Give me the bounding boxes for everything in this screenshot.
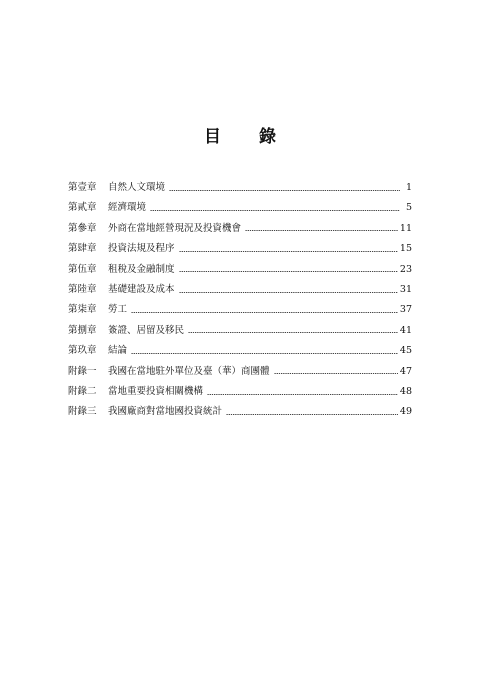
toc-entry-label: 租稅及金融制度 (108, 263, 175, 275)
toc-entry-label: 經濟環境 (108, 202, 147, 214)
toc-page-number: 15 (399, 243, 412, 255)
toc-page-number: 23 (399, 263, 412, 275)
toc-dot-leader (226, 414, 398, 415)
toc-dot-leader (188, 332, 398, 333)
toc-entry-label: 我國在當地駐外單位及臺（華）商團體 (108, 365, 270, 377)
toc-dot-leader (179, 251, 398, 252)
toc-chapter-number: 第貳章 (68, 202, 97, 214)
toc-entry[interactable] (68, 260, 412, 280)
toc-page-number: 1 (405, 182, 412, 193)
toc-dot-leader (169, 190, 400, 191)
toc-dot-leader (179, 271, 398, 272)
toc-chapter-number: 第柒章 (68, 304, 97, 316)
toc-entry[interactable] (68, 178, 412, 198)
toc-chapter-number: 第參章 (68, 222, 97, 234)
toc-page-number: 45 (399, 345, 412, 357)
toc-entry-label: 自然人文環境 (108, 182, 166, 193)
toc-page-number: 41 (399, 324, 412, 336)
toc-entry[interactable] (68, 341, 412, 361)
toc-entry-label: 結論 (108, 345, 128, 357)
toc-appendix-number: 附錄一 (68, 365, 97, 377)
toc-chapter-number: 第伍章 (68, 263, 97, 275)
toc-entry[interactable] (68, 219, 412, 239)
toc-chapter-number: 第捌章 (68, 324, 97, 336)
toc-entry-label: 我國廠商對當地國投資統計 (108, 406, 223, 418)
toc-page-number: 5 (405, 202, 412, 214)
toc-dot-leader (274, 373, 398, 374)
toc-dot-leader (207, 394, 398, 395)
toc-entry[interactable] (68, 382, 412, 402)
toc-dot-leader (150, 210, 400, 211)
toc-page-number: 31 (399, 283, 412, 295)
toc-entry[interactable] (68, 239, 412, 259)
toc-page-number: 37 (399, 304, 412, 316)
toc-entry[interactable] (68, 321, 412, 341)
toc-entry[interactable] (68, 280, 412, 300)
toc-page-number: 49 (399, 406, 412, 418)
toc-entry-label: 基礎建設及成本 (108, 283, 175, 295)
toc-entry-label: 投資法規及程序 (108, 243, 175, 255)
toc-dot-leader (131, 353, 398, 354)
toc-page-number: 48 (399, 385, 412, 397)
toc-chapter-number: 第壹章 (68, 182, 97, 193)
toc-entry[interactable] (68, 402, 412, 422)
toc-dot-leader (245, 230, 398, 231)
toc-title: 目 錄 (204, 127, 292, 147)
toc-list (68, 178, 412, 423)
toc-entry-label: 簽證、居留及移民 (108, 324, 185, 336)
toc-dot-leader (179, 292, 398, 293)
toc-appendix-number: 附錄二 (68, 385, 97, 397)
toc-entry-label: 當地重要投資相關機構 (108, 385, 204, 397)
toc-chapter-number: 第玖章 (68, 345, 97, 357)
toc-entry-label: 勞工 (108, 304, 128, 316)
toc-appendix-number: 附錄三 (68, 406, 97, 418)
toc-entry[interactable] (68, 198, 412, 218)
toc-dot-leader (131, 312, 398, 313)
toc-chapter-number: 第陸章 (68, 283, 97, 295)
toc-entry-label: 外商在當地經營現況及投資機會 (108, 222, 242, 234)
toc-entry[interactable] (68, 300, 412, 320)
toc-chapter-number: 第肆章 (68, 243, 97, 255)
toc-entry[interactable] (68, 362, 412, 382)
toc-page-number: 11 (399, 222, 412, 234)
toc-page-number: 47 (399, 365, 412, 377)
